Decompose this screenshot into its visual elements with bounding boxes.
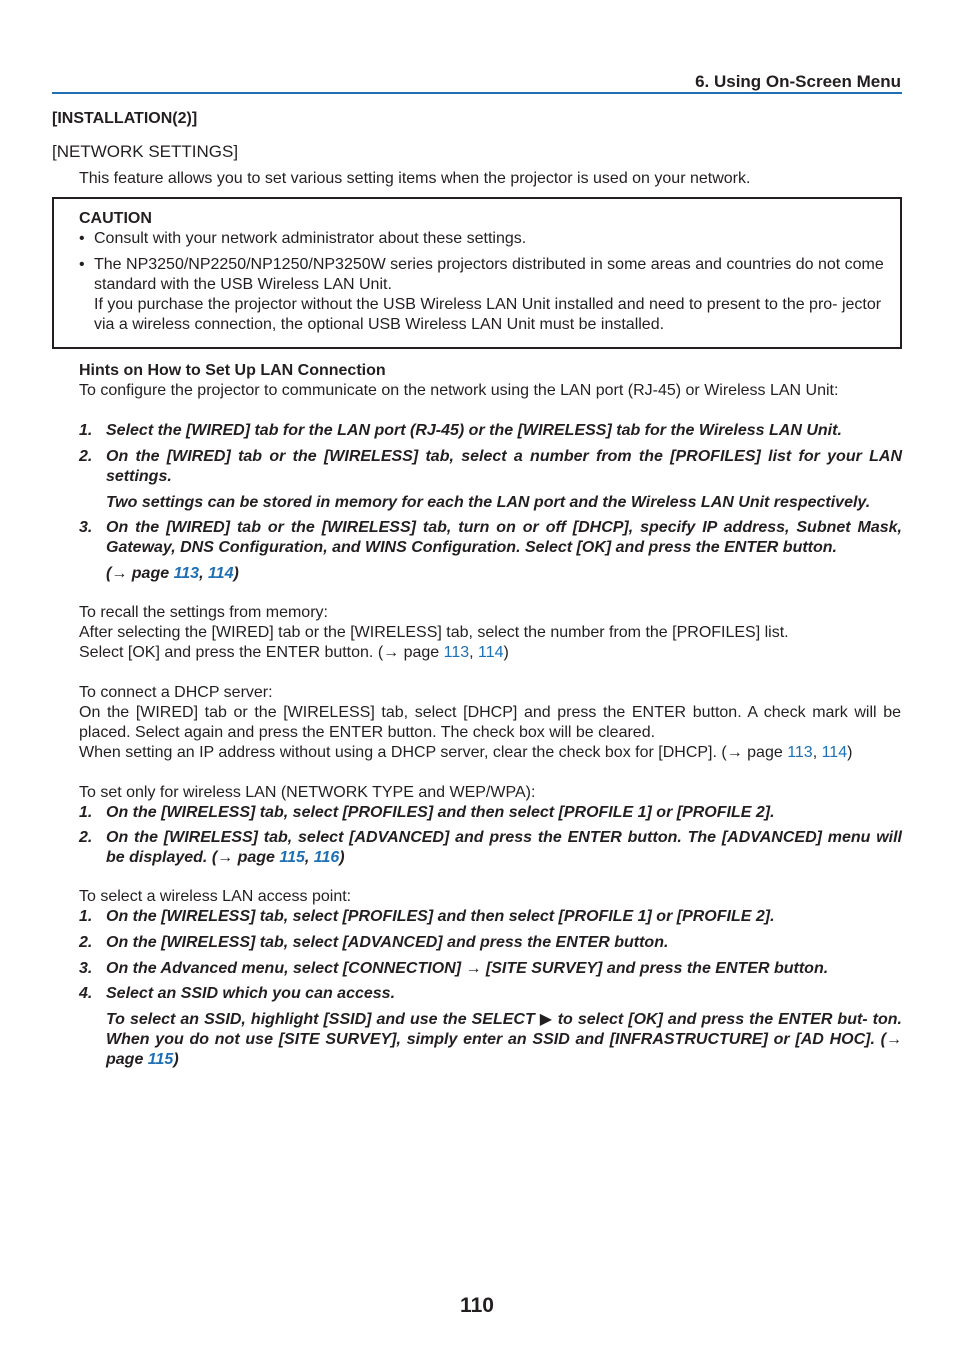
recall-line-3 xyxy=(79,643,901,663)
page-link-116[interactable]: 116 xyxy=(313,849,340,866)
caution-bullet-2 xyxy=(79,255,889,335)
step-text: On the [WIRELESS] tab, select [PROFILES] and then select [PROFILE 1] or [PROFILE 2]. xyxy=(106,804,775,821)
caution-title: CAUTION xyxy=(79,210,152,227)
wireless-only-step-2 xyxy=(79,828,902,868)
access-point-step-4 xyxy=(79,984,902,1004)
page-link-115[interactable]: 115 xyxy=(279,849,305,866)
ref-separator: , xyxy=(469,644,479,661)
page-link-114[interactable]: 114 xyxy=(821,744,848,761)
page-link-113[interactable]: 113 xyxy=(173,565,200,582)
hints-step-3 xyxy=(79,518,902,558)
step-number: 4. xyxy=(79,985,93,1002)
hints-step-2-note: Two settings can be stored in memory for each the LAN port and the Wireless LAN Unit respectively. xyxy=(106,494,871,511)
dhcp-line-3 xyxy=(79,743,901,763)
wireless-only-step-1 xyxy=(79,803,902,823)
page-link-114[interactable]: 114 xyxy=(478,644,504,661)
recall-block xyxy=(79,603,901,663)
dhcp-title: To connect a DHCP server: xyxy=(79,684,273,701)
caution-bullet-text: Consult with your network administrator about these settings. xyxy=(94,230,527,247)
step-text: On the [WIRELESS] tab, select [PROFILES] and then select [PROFILE 1] or [PROFILE 2]. xyxy=(106,908,775,925)
page-number: 110 xyxy=(460,1294,494,1317)
access-point-title: To select a wireless LAN access point: xyxy=(79,888,352,905)
dhcp-line-3-text: When setting an IP address without using a DHCP server, clear the check box for [DHCP]. (→ page xyxy=(79,744,788,761)
hints-title: Hints on How to Set Up LAN Connection xyxy=(79,362,386,379)
caution-bullet-text: The NP3250/NP2250/NP1250/NP3250W series projectors distributed in some areas and countries do not come standard with the USB Wireless LAN Unit. xyxy=(94,256,884,293)
running-header: 6. Using On-Screen Menu xyxy=(695,72,901,91)
step-text: Select an SSID which you can access. xyxy=(106,985,396,1002)
step-number: 3. xyxy=(79,519,93,536)
step-number: 1. xyxy=(79,908,93,925)
ref-suffix: ) xyxy=(173,1051,179,1068)
step-number: 1. xyxy=(79,804,93,821)
step-text: On the [WIRELESS] tab, select [ADVANCED] and press the ENTER button. xyxy=(106,934,669,951)
ref-separator: , xyxy=(304,849,314,866)
step-number: 3. xyxy=(79,960,93,977)
step-text: On the [WIRED] tab or the [WIRELESS] tab, turn on or off [DHCP], specify IP address, Subnet Mask, Gateway, DNS Configuration, and WINS Configuration. Select [OK] and press the ENTER button. xyxy=(106,519,902,556)
step-number: 2. xyxy=(79,934,93,951)
hints-text: To configure the projector to communicate on the network using the LAN port (RJ-45) or Wireless LAN Unit: xyxy=(79,382,839,399)
note-text: To select an SSID, highlight [SSID] and use the SELECT ▶ to select [OK] and press the ENTER but- ton. When you do not use [SITE SURVEY], simply enter an SSID and [INFRASTRUCTURE] or [AD HOC]. (→ page xyxy=(106,1011,902,1068)
recall-title: To recall the settings from memory: xyxy=(79,604,328,621)
wireless-only-title: To set only for wireless LAN (NETWORK TYPE and WEP/WPA): xyxy=(79,784,536,801)
bullet-dot: • xyxy=(79,230,85,247)
recall-line-2: After selecting the [WIRED] tab or the [WIRELESS] tab, select the number from the [PROFILES] list. xyxy=(79,624,789,641)
ref-suffix: ) xyxy=(339,849,345,866)
hints-step-1 xyxy=(79,421,902,441)
page-link-113[interactable]: 113 xyxy=(443,644,470,661)
ref-suffix: ) xyxy=(233,565,239,582)
access-point-step-4-note xyxy=(106,1010,902,1070)
access-point-step-1 xyxy=(79,907,902,927)
step-text: Select the [WIRED] tab for the LAN port (RJ-45) or the [WIRELESS] tab for the Wireless LAN Unit. xyxy=(106,422,842,439)
section-title: [INSTALLATION(2)] xyxy=(52,110,198,127)
step-text xyxy=(106,828,902,868)
step-text: On the Advanced menu, select [CONNECTION] → [SITE SURVEY] and press the ENTER button. xyxy=(106,960,829,977)
ref-suffix: ) xyxy=(847,744,853,761)
dhcp-block xyxy=(79,683,901,763)
step-text-main: On the [WIRELESS] tab, select [ADVANCED] and press the ENTER button. The [ADVANCED] menu will be displayed. (→ page xyxy=(106,829,902,866)
ref-separator: , xyxy=(812,744,822,761)
access-point-step-2 xyxy=(79,933,902,953)
step-number: 1. xyxy=(79,422,93,439)
page-link-115[interactable]: 115 xyxy=(147,1051,174,1068)
ref-suffix: ) xyxy=(503,644,509,661)
subsection-title: [NETWORK SETTINGS] xyxy=(52,142,239,161)
step-number: 2. xyxy=(79,448,93,465)
recall-line-3-text: Select [OK] and press the ENTER button. (→ page xyxy=(79,644,444,661)
hints-step-3-ref xyxy=(106,564,902,584)
ref-separator: , xyxy=(199,565,208,582)
step-text: On the [WIRED] tab or the [WIRELESS] tab, select a number from the [PROFILES] list for your LAN settings. xyxy=(106,448,902,485)
step-number: 2. xyxy=(79,829,93,846)
caution-bullet-continuation: If you purchase the projector without the USB Wireless LAN Unit installed and need to present to the pro- jector via a wireless connection, the optional USB Wireless LAN Unit must be installed. xyxy=(94,296,882,333)
caution-bullet-1 xyxy=(79,229,889,249)
access-point-step-3 xyxy=(79,959,902,979)
ref-prefix: (→ page xyxy=(106,565,174,582)
bullet-dot: • xyxy=(79,256,85,273)
header-rule xyxy=(52,92,902,94)
hints-step-2 xyxy=(79,447,902,487)
page-link-113[interactable]: 113 xyxy=(787,744,813,761)
page-link-114[interactable]: 114 xyxy=(207,565,234,582)
dhcp-line-2: On the [WIRED] tab or the [WIRELESS] tab, select [DHCP] and press the ENTER button. A check mark will be placed. Select again and press the ENTER button. The check box will be cleared. xyxy=(79,704,901,741)
intro-text: This feature allows you to set various setting items when the projector is used on your network. xyxy=(79,170,751,187)
